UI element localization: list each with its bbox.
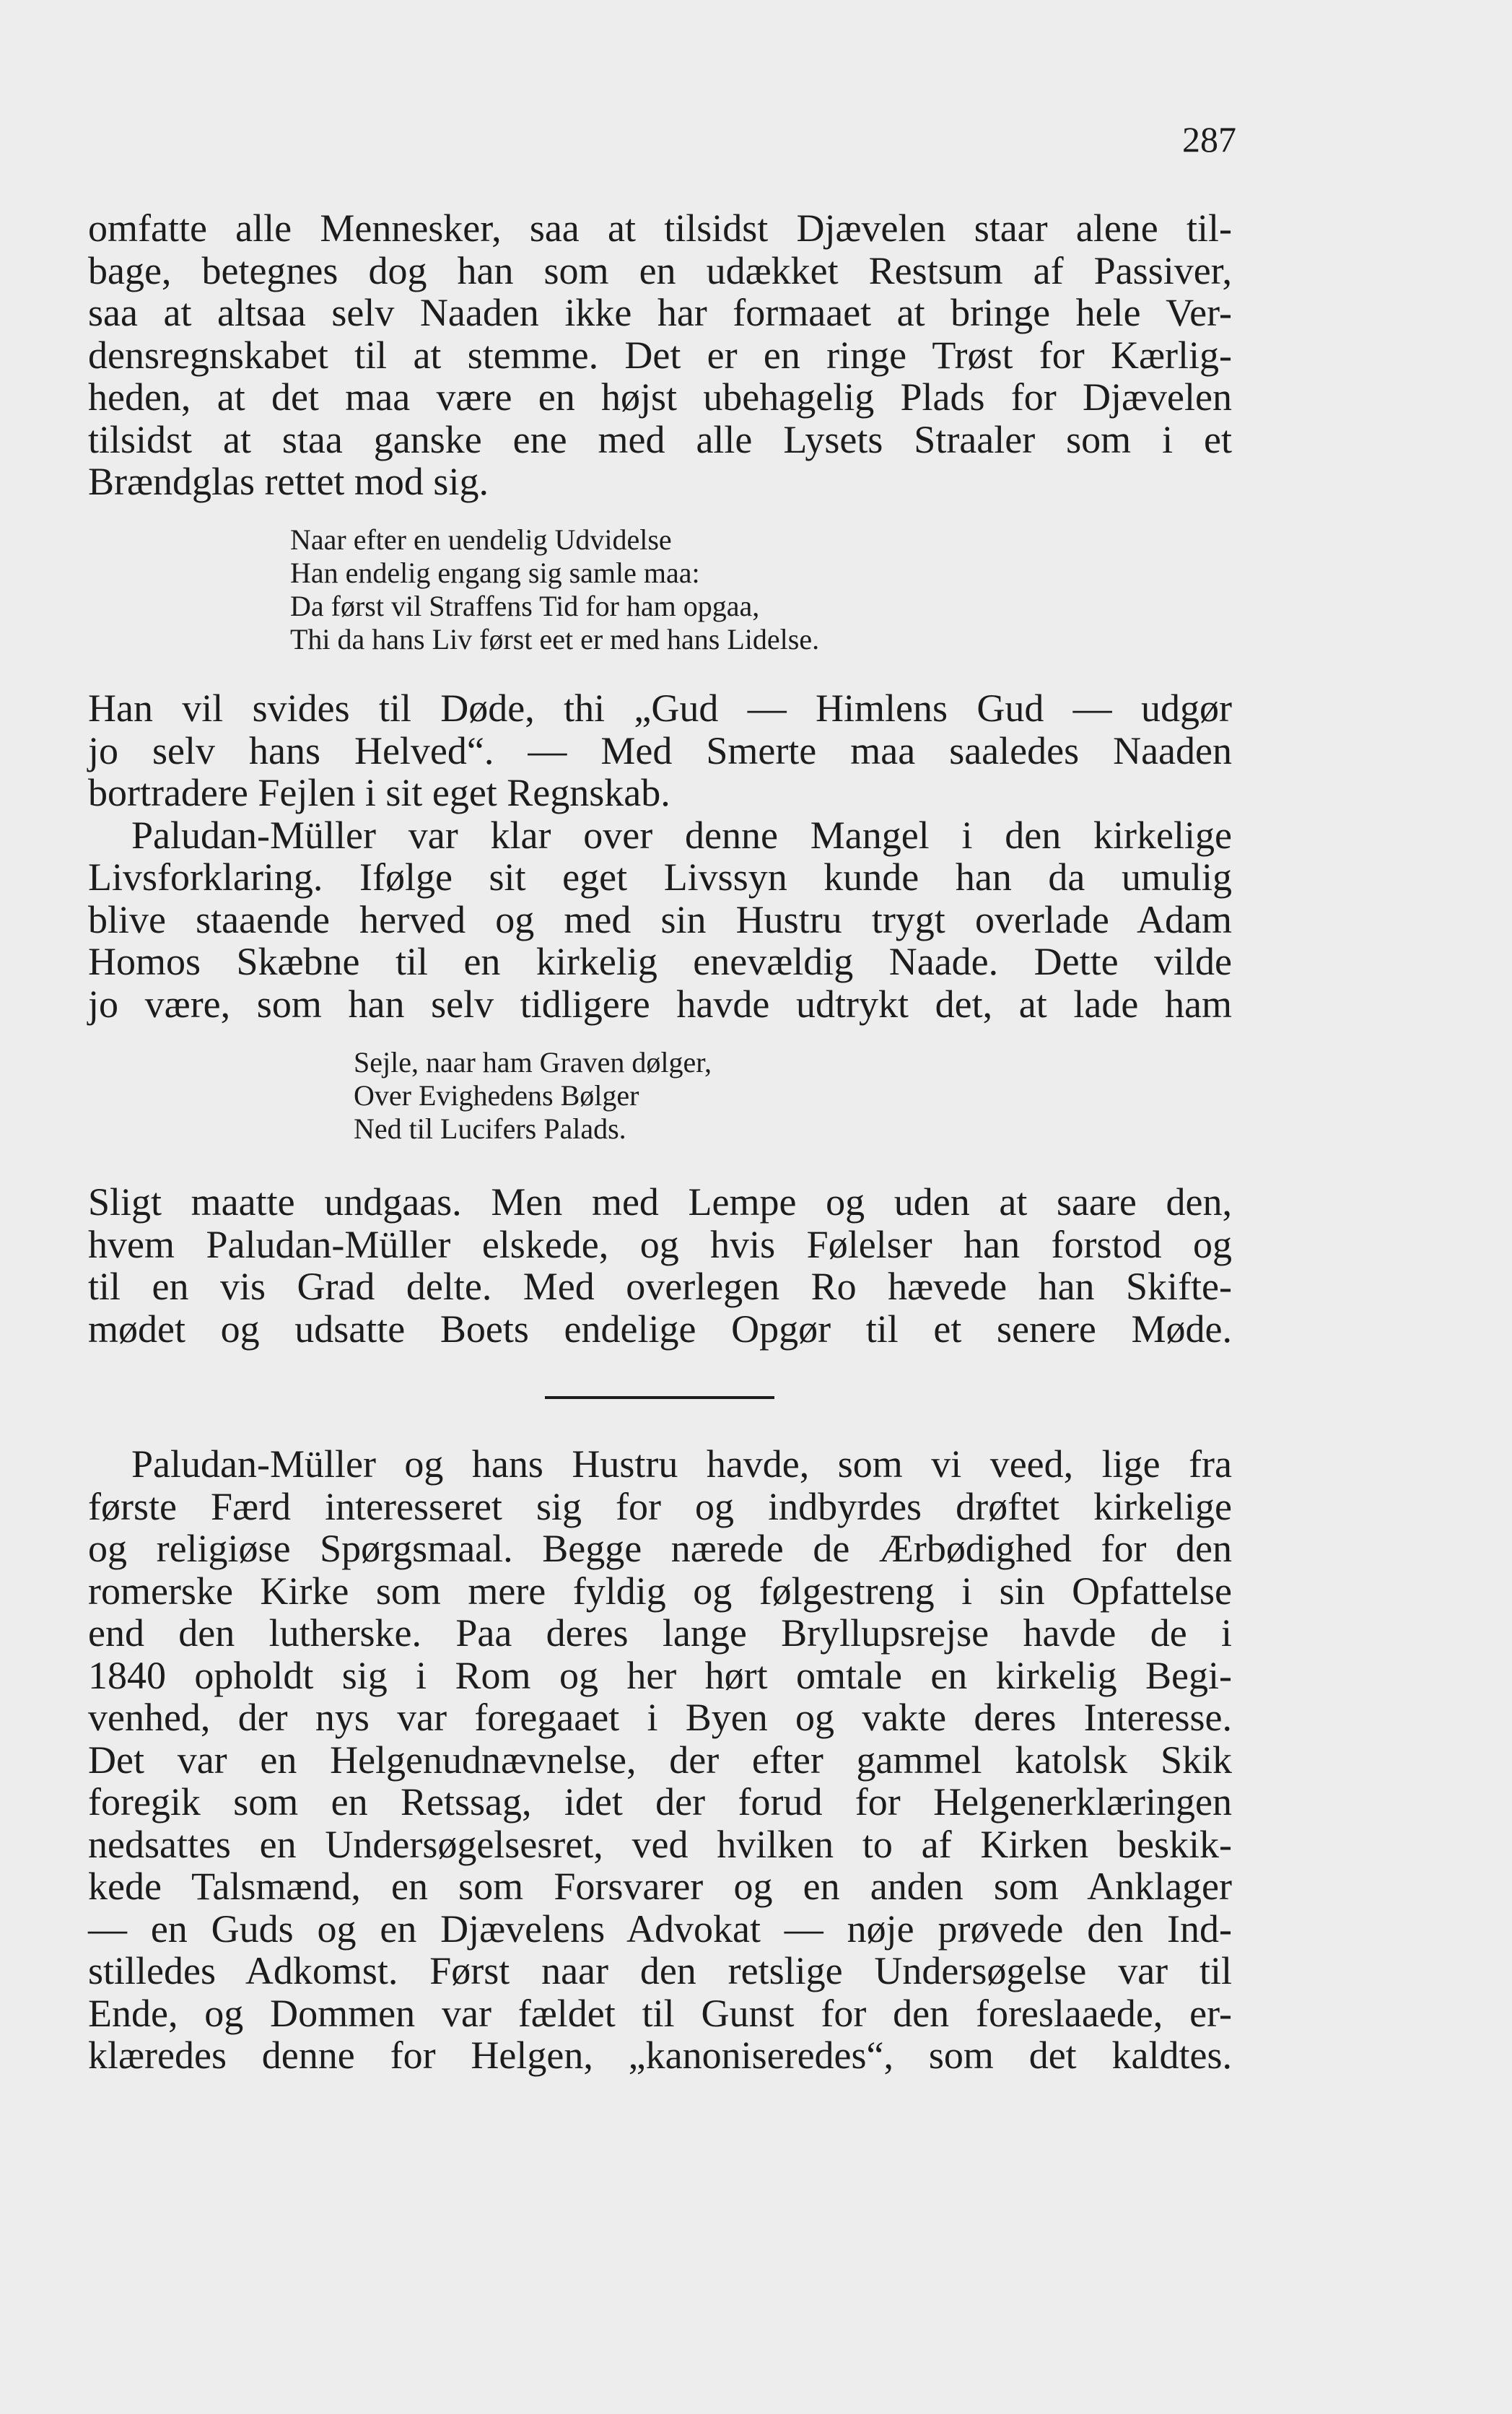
verse-line: Thi da hans Liv først eet er med hans Lidelse. xyxy=(290,623,820,655)
verse-line: Han endelig engang sig samle maa: xyxy=(290,557,700,589)
text-line: kede Talsmænd, en som Forsvarer og en anden som Anklager xyxy=(88,1865,1232,1908)
text-line: og religiøse Spørgsmaal. Begge nærede de Ærbødighed for den xyxy=(88,1527,1232,1570)
verse-line: Over Evighedens Bølger xyxy=(354,1079,639,1112)
text-line: blive staaende herved og med sin Hustru trygt overlade Adam xyxy=(88,897,1232,941)
text-line: Ende, og Dommen var fældet til Gunst for den foreslaaede, er- xyxy=(88,1991,1232,2035)
text-line: Homos Skæbne til en kirkelig enevældig Naade. Dette vilde xyxy=(88,940,1232,983)
text-line: omfatte alle Mennesker, saa at tilsidst Djævelen staar alene til- xyxy=(88,206,1232,250)
paragraph-1 xyxy=(88,207,1232,503)
text-line: jo være, som han selv tidligere havde udtrykt det, at lade ham xyxy=(88,982,1232,1026)
text-line: mødet og udsatte Boets endelige Opgør til et senere Møde. xyxy=(88,1307,1232,1351)
text-line: klæredes denne for Helgen, „kanoniseredes“, som det kaldtes. xyxy=(88,2034,1232,2077)
text-line: stilledes Adkomst. Først naar den retslige Undersøgelse var til xyxy=(88,1949,1232,1992)
text-line: 1840 opholdt sig i Rom og her hørt omtale en kirkelig Begi- xyxy=(88,1653,1232,1697)
verse-quote-1 xyxy=(290,523,819,656)
text-line: hvem Paludan-Müller elskede, og hvis Følelser han forstod og xyxy=(88,1222,1232,1266)
text-line: første Færd interesseret sig for og indbyrdes drøftet kirkelige xyxy=(88,1484,1232,1528)
text-line: Livsforklaring. Ifølge sit eget Livssyn kunde han da umulig xyxy=(88,855,1232,899)
text-line: bage, betegnes dog han som en udækket Restsum af Passiver, xyxy=(88,248,1232,292)
verse-quote-2 xyxy=(354,1046,712,1146)
text-line: Paludan-Müller var klar over denne Mangel i den kirkelige xyxy=(131,813,1232,857)
text-line: Brændglas rettet mod sig. xyxy=(88,460,489,503)
verse-line: Ned til Lucifers Palads. xyxy=(354,1112,626,1145)
text-line: bortradere Fejlen i sit eget Regnskab. xyxy=(88,771,670,814)
text-line: saa at altsaa selv Naaden ikke har formaaet at bringe hele Ver- xyxy=(88,291,1232,334)
text-line: Det var en Helgenudnævnelse, der efter gammel katolsk Skik xyxy=(88,1738,1232,1782)
text-line: venhed, der nys var foregaaet i Byen og vakte deres Interesse. xyxy=(88,1696,1232,1739)
text-line: romerske Kirke som mere fyldig og følgestreng i sin Opfattelse xyxy=(88,1569,1232,1613)
verse-line: Naar efter en uendelig Udvidelse xyxy=(290,523,672,556)
text-line: densregnskabet til at stemme. Det er en ringe Trøst for Kærlig- xyxy=(88,333,1232,377)
text-line: Han vil svides til Døde, thi „Gud — Himlens Gud — udgør xyxy=(88,687,1232,730)
text-line: jo selv hans Helved“. — Med Smerte maa saaledes Naaden xyxy=(88,728,1232,772)
text-line: — en Guds og en Djævelens Advokat — nøje prøvede den Ind- xyxy=(88,1907,1232,1951)
text-line: heden, at det maa være en højst ubehagelig Plads for Djævelen xyxy=(88,375,1232,419)
text-line: Sligt maatte undgaas. Men med Lempe og uden at saare den, xyxy=(88,1180,1232,1224)
paragraph-2 xyxy=(88,687,1232,1025)
page-number: 287 xyxy=(1182,119,1236,160)
paragraph-4 xyxy=(88,1443,1232,2077)
text-line: nedsattes en Undersøgelsesret, ved hvilken to af Kirken beskik- xyxy=(88,1822,1232,1866)
text-line: Paludan-Müller og hans Hustru havde, som vi veed, lige fra xyxy=(131,1442,1232,1486)
text-line: end den lutherske. Paa deres lange Bryllupsrejse havde de i xyxy=(88,1611,1232,1655)
section-divider xyxy=(545,1396,774,1399)
paragraph-3 xyxy=(88,1181,1232,1350)
text-line: til en vis Grad delte. Med overlegen Ro hævede han Skifte- xyxy=(88,1265,1232,1308)
verse-line: Sejle, naar ham Graven dølger, xyxy=(354,1046,712,1079)
text-line: tilsidst at staa ganske ene med alle Lysets Straaler som i et xyxy=(88,417,1232,461)
verse-line: Da først vil Straffens Tid for ham opgaa, xyxy=(290,590,760,622)
text-line: foregik som en Retssag, idet der forud for Helgenerklæringen xyxy=(88,1780,1232,1823)
